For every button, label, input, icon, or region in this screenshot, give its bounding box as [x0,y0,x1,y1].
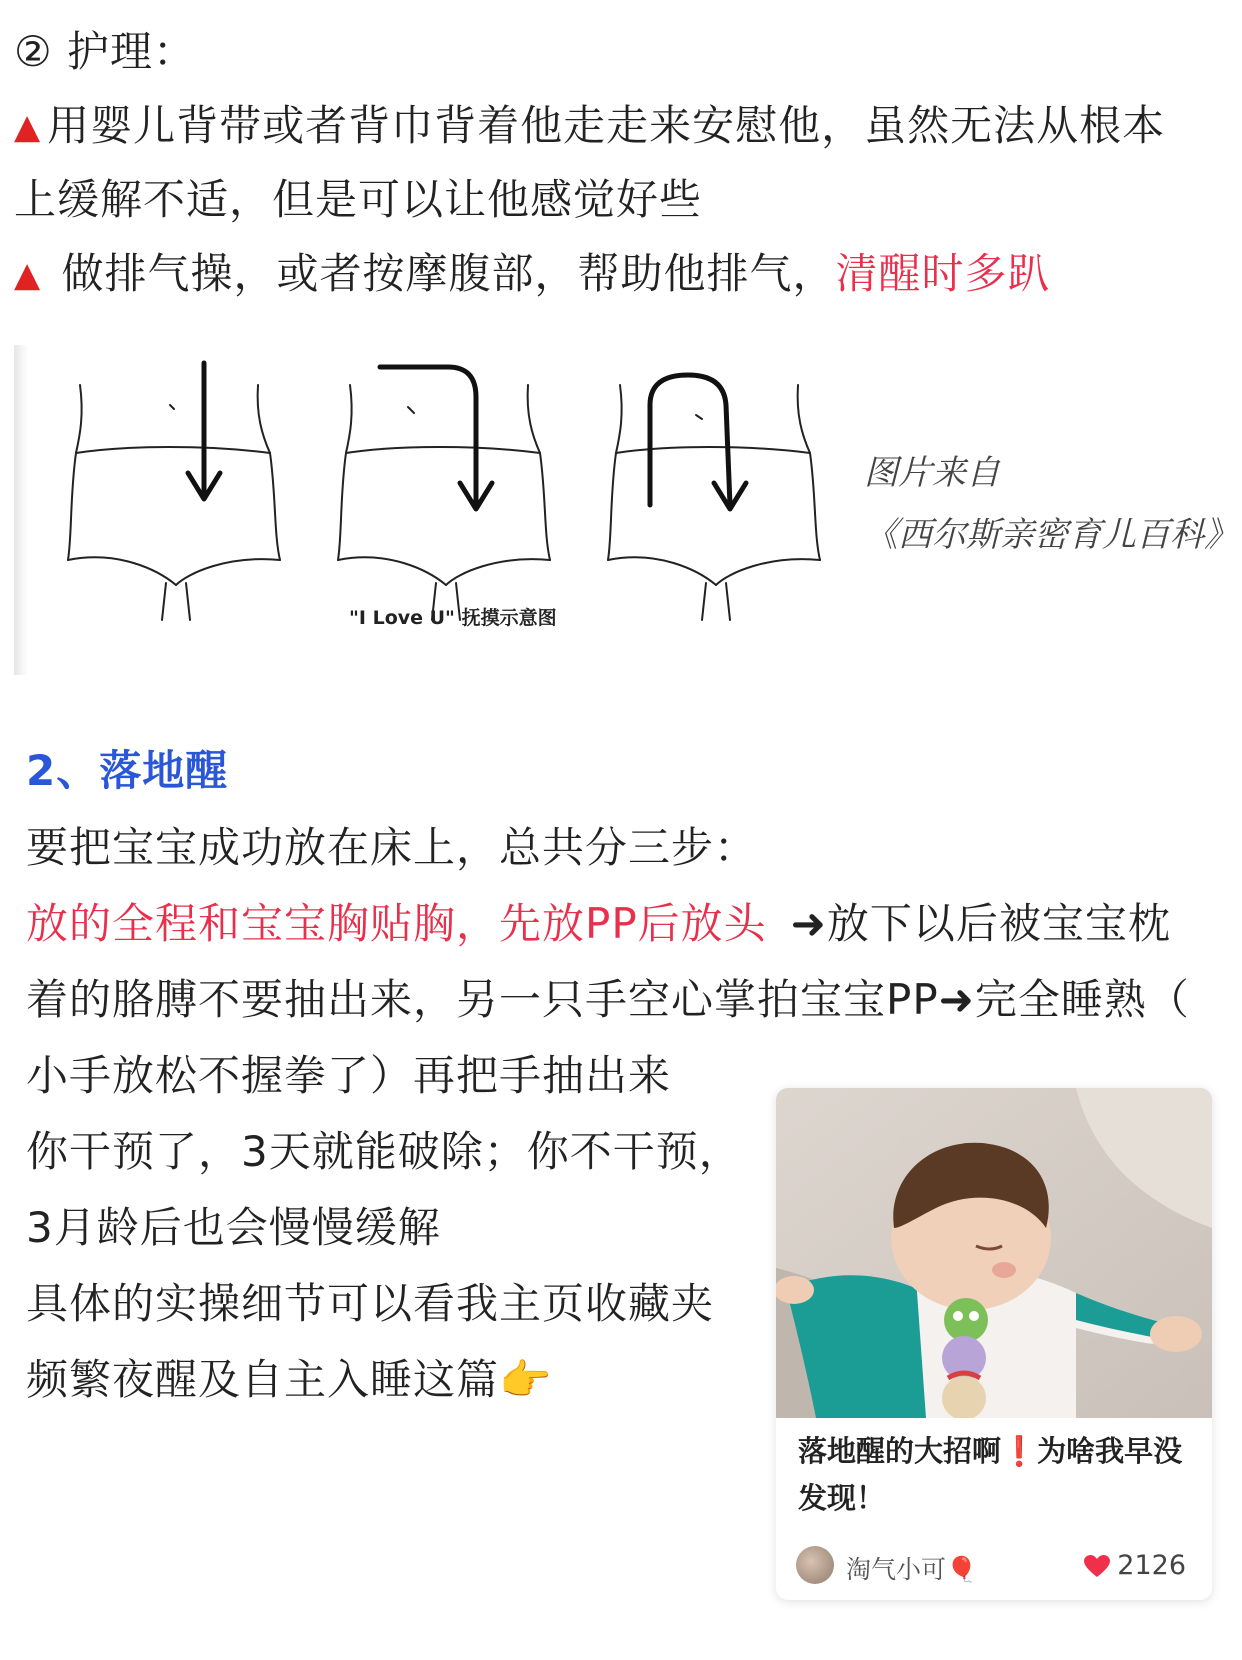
abdomen-figure-u [608,385,820,620]
massage-diagram [14,345,1242,675]
red-triangle-icon: ▲ [14,107,42,147]
step-line [26,896,1171,952]
bullet-2-text: 做排气操，或者按摩腹部，帮助他排气， [61,249,836,298]
bullet-2 [14,246,1051,303]
line-7: 具体的实操细节可以看我主页收藏夹 [26,1279,715,1328]
step-rest: ➜放下以后被宝宝枕 [790,899,1171,948]
line-4: 小手放松不握拳了）再把手抽出来 [26,1051,672,1100]
line-8: 频繁夜醒及自主入睡这篇👉 [26,1355,553,1404]
image-credit-line1: 图片来自 [864,453,1000,493]
abdomen-figure-i [68,385,280,620]
author-avatar[interactable] [796,1546,834,1584]
note-card[interactable] [776,1088,1212,1600]
line-6: 3月龄后也会慢慢缓解 [26,1203,441,1252]
bullet-1 [14,98,1165,155]
abdomen-figure-l [338,385,550,620]
intro-line: 要把宝宝成功放在床上，总共分三步： [26,823,758,872]
note-title[interactable]: 落地醒的大招啊❗️为啥我早没发现！ [798,1434,1183,1515]
heart-icon [1083,1554,1111,1578]
red-triangle-icon: ▲ [14,255,42,295]
author-name[interactable]: 淘气小可🎈 [846,1555,978,1584]
line-5: 你干预了，3天就能破除；你不干预， [26,1127,742,1176]
sleeping-baby-photo [776,1088,1212,1418]
care-heading: ② 护理： [14,27,197,76]
step-highlight: 放的全程和宝宝胸贴胸，先放PP后放头 [26,899,767,948]
like-button[interactable] [1083,1550,1186,1581]
diagram-caption: "I Love U" 抚摸示意图 [349,607,557,629]
bullet-1-text: 用婴儿背带或者背巾背着他走走来安慰他，虽然无法从根本 [47,101,1166,150]
bullet-1-continued: 上缓解不适，但是可以让他感觉好些 [14,175,703,224]
bullet-2-highlight: 清醒时多趴 [835,249,1051,298]
line-3: 着的胳膊不要抽出来，另一只手空心掌拍宝宝PP➜完全睡熟（ [26,975,1190,1024]
like-count: 2126 [1117,1550,1186,1581]
note-footer [796,1546,1196,1586]
section-title: 2、落地醒 [26,746,229,795]
image-credit-line2: 《西尔斯亲密育儿百科》 [864,515,1238,555]
